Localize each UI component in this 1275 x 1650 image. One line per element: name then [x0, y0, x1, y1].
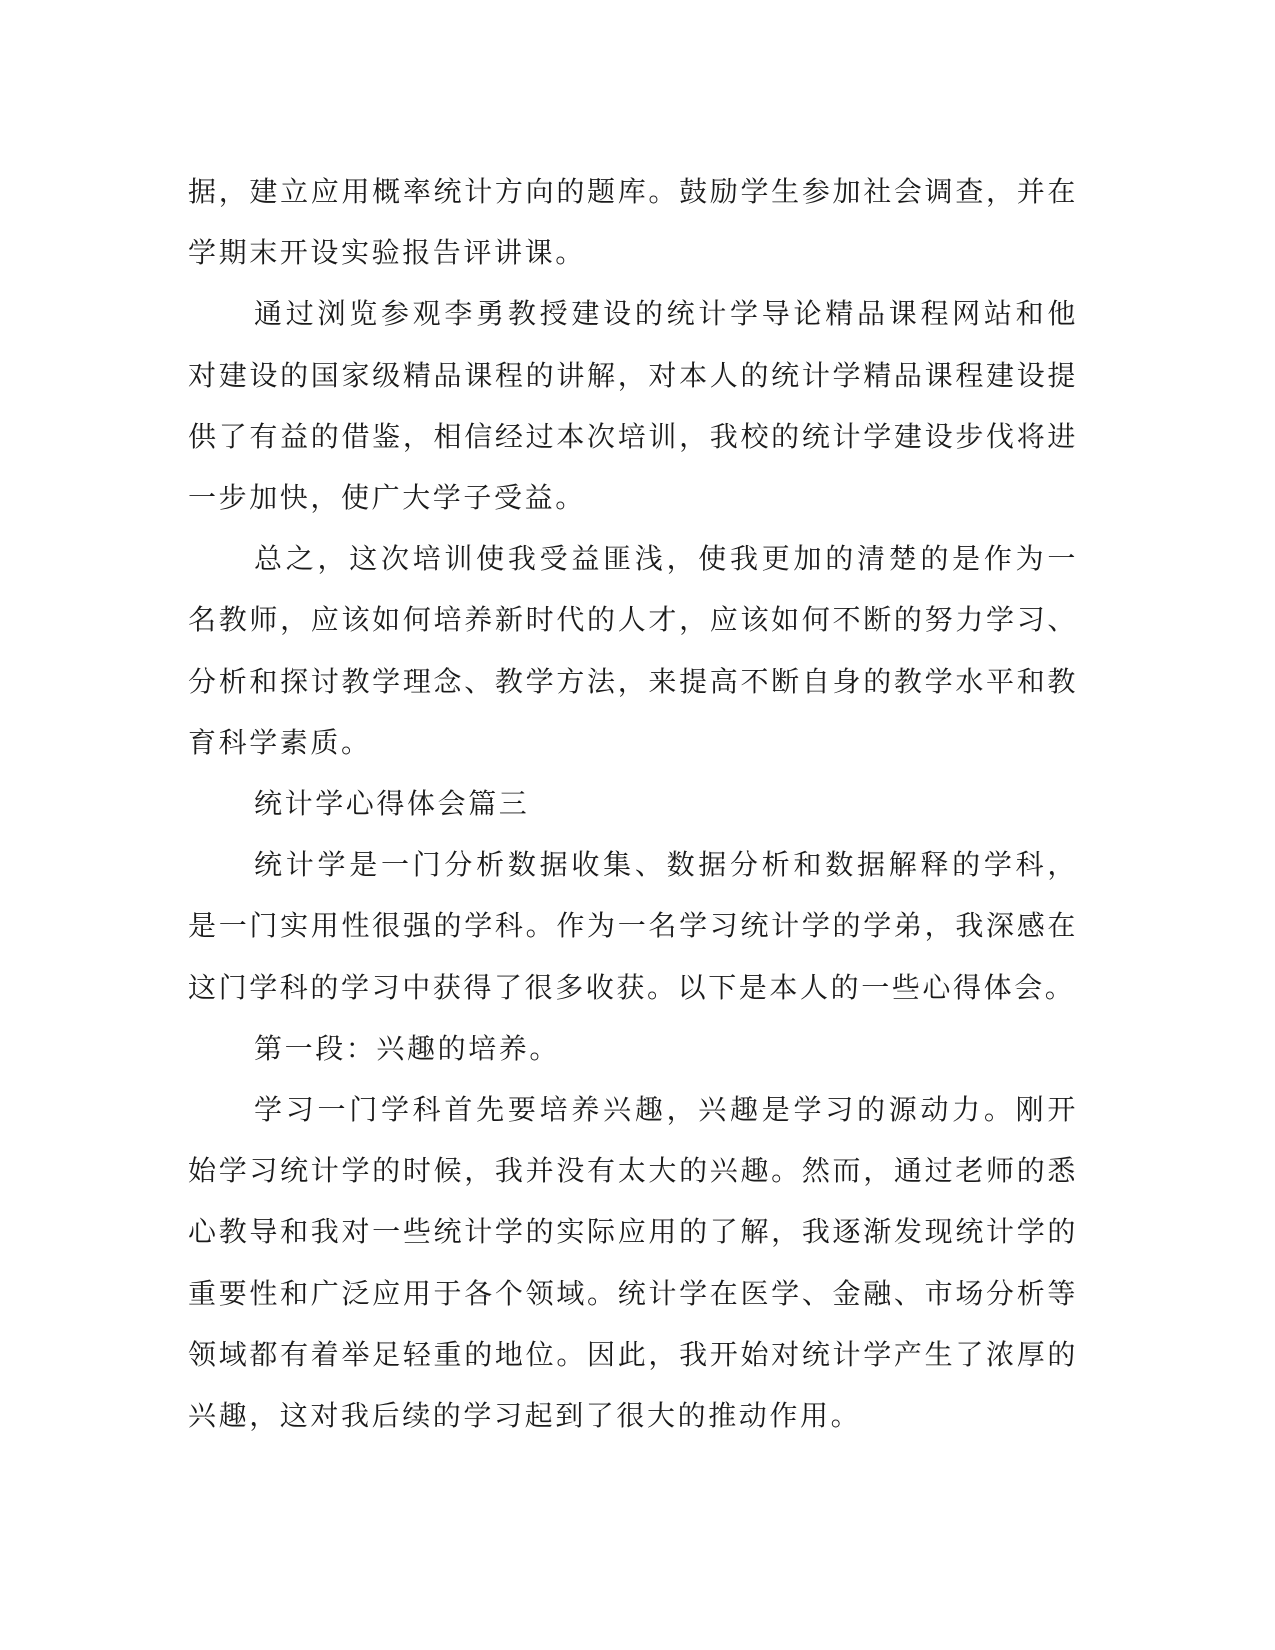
- body-text: [188, 161, 1078, 1446]
- section-heading: 统计学心得体会篇三: [254, 787, 530, 821]
- paragraph-5: 学习一门学科首先要培养兴趣，兴趣是学习的源动力。刚开始学习统计学的时候，我并没有太大的兴趣。然而，通过老师的悉心教导和我对一些统计学的实际应用的了解，我逐渐发现统计学的重要性和广泛应用于各个领域。统计学在医学、金融、市场分析等领域都有着举足轻重的地位。因此，我开始对统计学产生了浓厚的兴趣，这对我后续的学习起到了很大的推动作用。: [188, 1093, 1078, 1433]
- paragraph-4: 统计学是一门分析数据收集、数据分析和数据解释的学科，是一门实用性很强的学科。作为一名学习统计学的学弟，我深感在这门学科的学习中获得了很多收获。以下是本人的一些心得体会。: [188, 848, 1078, 1004]
- paragraph-2: 通过浏览参观李勇教授建设的统计学导论精品课程网站和他对建设的国家级精品课程的讲解，对本人的统计学精品课程建设提供了有益的借鉴，相信经过本次培训，我校的统计学建设步伐将进一步加快，使广大学子受益。: [188, 297, 1078, 515]
- paragraph-1: 据，建立应用概率统计方向的题库。鼓励学生参加社会调查，并在学期末开设实验报告评讲课。: [188, 175, 1078, 270]
- subsection-heading: 第一段：兴趣的培养。: [254, 1031, 561, 1065]
- paragraph-3: 总之，这次培训使我受益匪浅，使我更加的清楚的是作为一名教师，应该如何培养新时代的人才，应该如何不断的努力学习、分析和探讨教学理念、教学方法，来提高不断自身的教学水平和教育科学素质。: [188, 542, 1078, 759]
